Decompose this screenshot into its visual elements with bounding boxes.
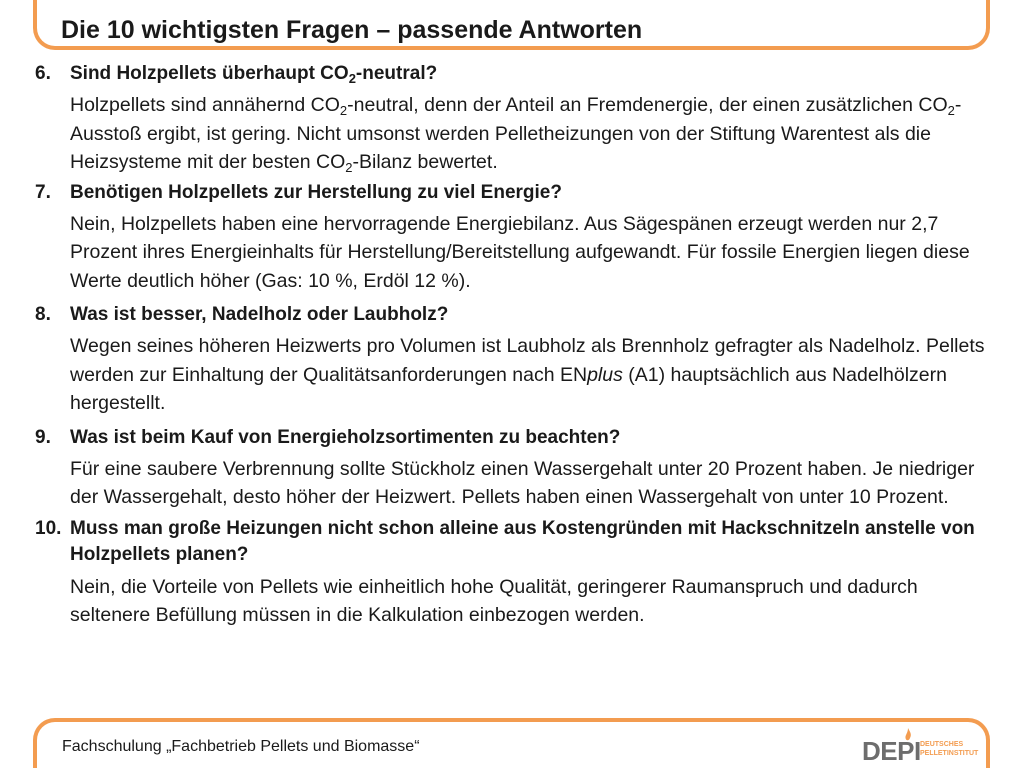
answer-text-part: Holzpellets sind annähernd CO [70, 94, 340, 116]
answer-10: Nein, die Vorteile von Pellets wie einheitlich hohe Qualität, geringerer Raumanspruch und dadurch seltenere Befüllung müssen in die Kalkulation einbezogen werden. [70, 575, 918, 626]
qa-item-9 [35, 426, 995, 512]
qa-item-10 [35, 516, 995, 630]
subscript: 2 [348, 71, 356, 86]
logo-subtitle-line: DEUTSCHES [920, 741, 964, 748]
answer-text-part: -Ausstoß ergibt, ist gering. Nicht umsonst werden Pelletheizungen von der Stiftung Warentest als die Heizsysteme mit der besten CO [70, 94, 962, 173]
answer-6 [70, 91, 995, 177]
qa-item-6 [35, 62, 995, 177]
qa-item-7 [35, 181, 995, 296]
question-9 [35, 426, 995, 450]
question-10 [35, 516, 995, 568]
logo-subtitle-line: PELLETINSTITUT [920, 750, 979, 757]
question-text [70, 62, 995, 86]
question-text: Was ist besser, Nadelholz oder Laubholz? [70, 304, 449, 325]
question-text: Was ist beim Kauf von Energieholzsortimenten zu beachten? [70, 426, 621, 448]
question-number: 7. [35, 181, 51, 203]
question-number: 10. [35, 517, 62, 539]
answer-text-part: -Bilanz bewertet. [352, 151, 498, 173]
question-number: 8. [35, 304, 51, 325]
answer-text-part: -neutral, denn der Anteil an Fremdenergie, der einen zusätzlichen CO [347, 94, 948, 116]
question-text: Benötigen Holzpellets zur Herstellung zu viel Energie? [70, 181, 562, 203]
question-6 [35, 62, 995, 86]
question-text-part: Sind Holzpellets überhaupt CO [70, 63, 349, 84]
logo-subtitle [920, 740, 978, 758]
answer-7: Nein, Holzpellets haben eine hervorragende Energiebilanz. Aus Sägespänen erzeugt werden nur 2,7 Prozent ihres Energieinhalts für Herstellung/Bereitstellung aufgewandt. Für fossile Energien liegen diese Werte deutlich höher (Gas: 10 %, Erdöl 12 %). [70, 212, 970, 292]
answer-8 [70, 332, 995, 418]
question-8 [35, 303, 995, 327]
question-text-part: -neutral? [355, 63, 438, 84]
answer-text-part: (A1) hauptsächlich aus Nadelhölzern hergestellt. [70, 363, 947, 414]
qa-item-8 [35, 303, 995, 418]
question-number: 6. [35, 63, 51, 84]
subscript: 2 [345, 160, 353, 175]
subscript: 2 [339, 103, 348, 118]
slide-title: Die 10 wichtigsten Fragen – passende Antworten [61, 16, 643, 44]
answer-9: Für eine saubere Verbrennung sollte Stückholz einen Wassergehalt unter 20 Prozent haben. Je niedriger der Wassergehalt, desto höher der Heizwert. Pellets haben einen Wassergehalt von unter 10 Prozent. [70, 457, 975, 508]
answer-emphasis: plus [587, 363, 623, 386]
question-7 [35, 181, 995, 205]
logo-wordmark: DEPI [862, 736, 921, 766]
question-number: 9. [35, 426, 51, 448]
depi-logo [858, 728, 978, 764]
subscript: 2 [947, 103, 955, 118]
answer-text-part: Wegen seines höheren Heizwerts pro Volumen ist Laubholz als Brennholz gefragter als Nadelholz. Pellets werden zur Einhaltung der Qualitätsanforderungen nach EN [70, 335, 985, 386]
footer-text: Fachschulung „Fachbetrieb Pellets und Biomasse“ [62, 738, 420, 755]
qa-content [35, 62, 995, 630]
question-text: Muss man große Heizungen nicht schon alleine aus Kostengründen mit Hackschnitzeln anstelle von Holzpellets planen? [70, 517, 975, 565]
